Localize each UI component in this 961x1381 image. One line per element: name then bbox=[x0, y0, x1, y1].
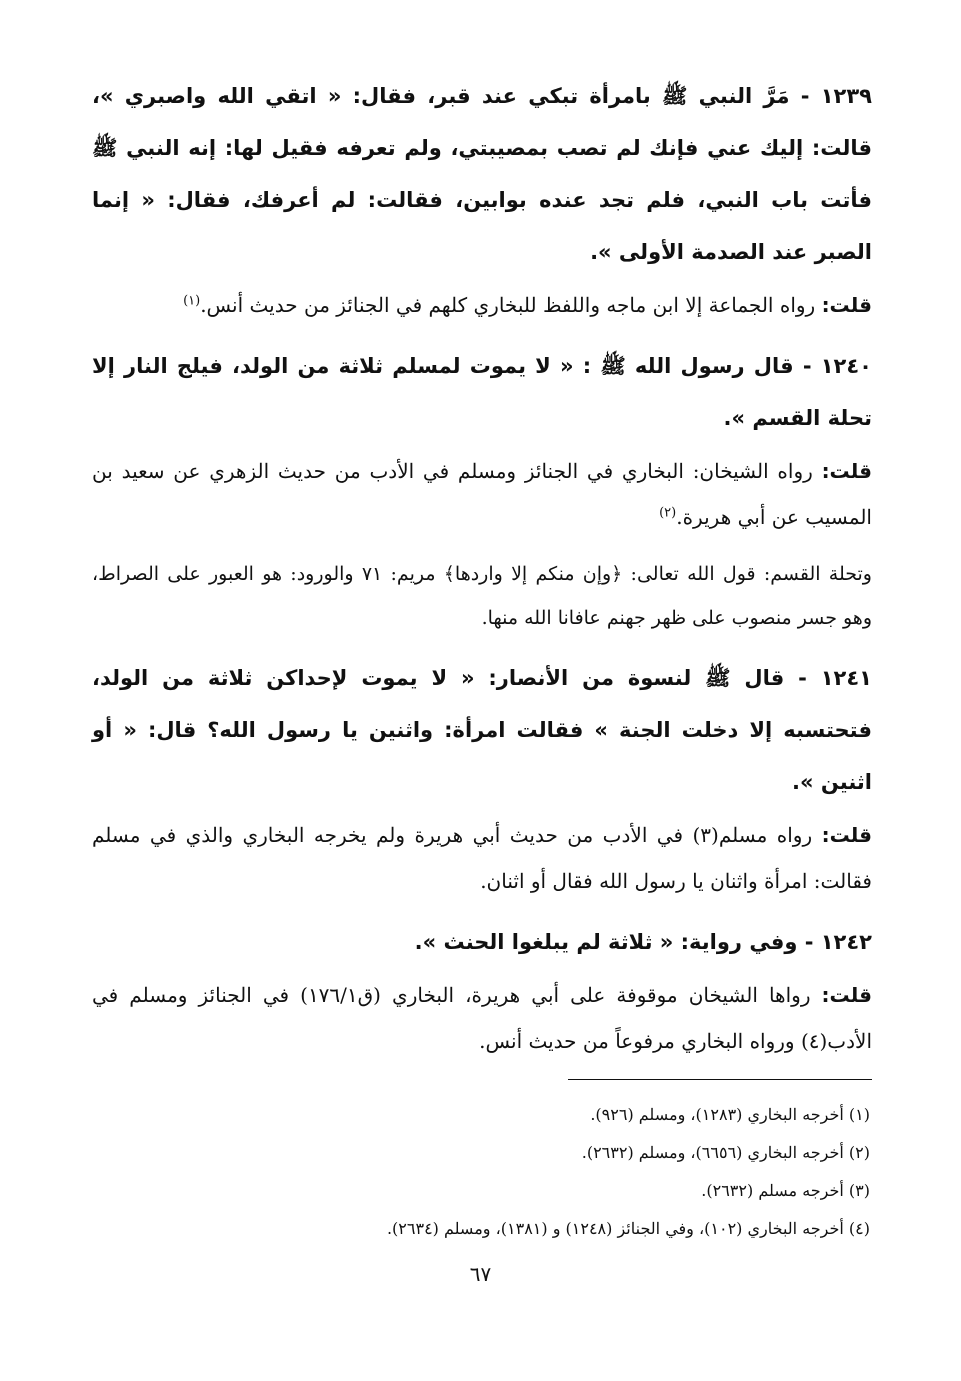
commentary-text: رواه الجماعة إلا ابن ماجه واللفظ للبخاري كلهم في الجنائز من حديث أنس. bbox=[200, 293, 822, 317]
commentary-label: قلت: bbox=[821, 459, 872, 483]
commentary-label: قلت: bbox=[821, 293, 872, 317]
footnote-ref-2: (٢) bbox=[659, 505, 677, 521]
footnote-4: (٤) أخرجه البخاري (١٠٢)، وفي الجنائز (١٢٤٨) و (١٣٨١)، ومسلم (٢٦٣٤). bbox=[386, 1219, 870, 1238]
commentary-text: رواها الشيخان موقوفة على أبي هريرة، البخاري (ق١٧٦/١) في الجنائز ومسلم في الأدب(٤) ورواه البخاري مرفوعاً من حديث أنس. bbox=[92, 983, 872, 1053]
commentary-1240 bbox=[92, 448, 872, 540]
commentary-text: رواه مسلم(٣) في الأدب من حديث أبي هريرة ولم يخرجه البخاري والذي في مسلم فقالت: امرأة واثنان يا رسول الله فقال أو اثنان. bbox=[92, 823, 872, 893]
footnote-2: (٢) أخرجه البخاري (٦٦٥٦)، ومسلم (٢٦٣٢). bbox=[581, 1143, 870, 1162]
commentary-label: قلت: bbox=[821, 823, 873, 847]
page-number: ٦٧ bbox=[469, 1262, 492, 1286]
page-body bbox=[92, 70, 872, 1076]
explanatory-note: وتحلة القسم: قول الله تعالى: ﴿وإن منكم إلا واردها﴾ مريم: ٧١ والورود: هو العبور على الصراط، وهو جسر منصوب على ظهر جهنم عافانا الله منها. bbox=[92, 563, 872, 629]
hadith-1242: ١٢٤٢ - وفي رواية: « ثلاثة لم يبلغوا الحنث ». bbox=[414, 930, 872, 954]
hadith-1241: ١٢٤١ - قال ﷺ لنسوة من الأنصار: « لا يموت لإحداكن ثلاثة من الولد، فتحتسبه إلا دخلت الجنة » فقالت امرأة: واثنين يا رسول الله؟ قال: « أو اثنين ». bbox=[92, 666, 872, 794]
hadith-1239: ١٢٣٩ - مَرَّ النبي ﷺ بامرأة تبكي عند قبر، فقال: « اتقي الله واصبري »، قالت: إليك عني فإنك لم تصب بمصيبتي، ولم تعرفه فقيل لها: إنه النبي ﷺ فأتت باب النبي، فلم تجد عنده بوابين، فقالت: لم أعرفك، فقال: « إنما الصبر عند الصدمة الأولى ». bbox=[92, 84, 872, 264]
commentary-1241 bbox=[92, 812, 872, 904]
footnote-1: (١) أخرجه البخاري (١٢٨٣)، ومسلم (٩٢٦). bbox=[590, 1105, 870, 1124]
hadith-1240: ١٢٤٠ - قال رسول الله ﷺ : « لا يموت لمسلم ثلاثة من الولد، فيلج النار إلا تحلة القسم ». bbox=[92, 354, 872, 430]
commentary-text: رواه الشيخان: البخاري في الجنائز ومسلم في الأدب من حديث الزهري عن سعيد بن المسيب عن أبي هريرة. bbox=[92, 459, 872, 529]
commentary-label: قلت: bbox=[821, 983, 872, 1007]
commentary-1242 bbox=[92, 972, 872, 1064]
footnote-3: (٣) أخرجه مسلم (٢٦٣٢). bbox=[701, 1181, 870, 1200]
commentary-1239 bbox=[92, 282, 872, 328]
footnote-ref-1: (١) bbox=[183, 293, 201, 309]
footnotes bbox=[92, 1096, 870, 1248]
footnote-separator bbox=[568, 1079, 872, 1080]
